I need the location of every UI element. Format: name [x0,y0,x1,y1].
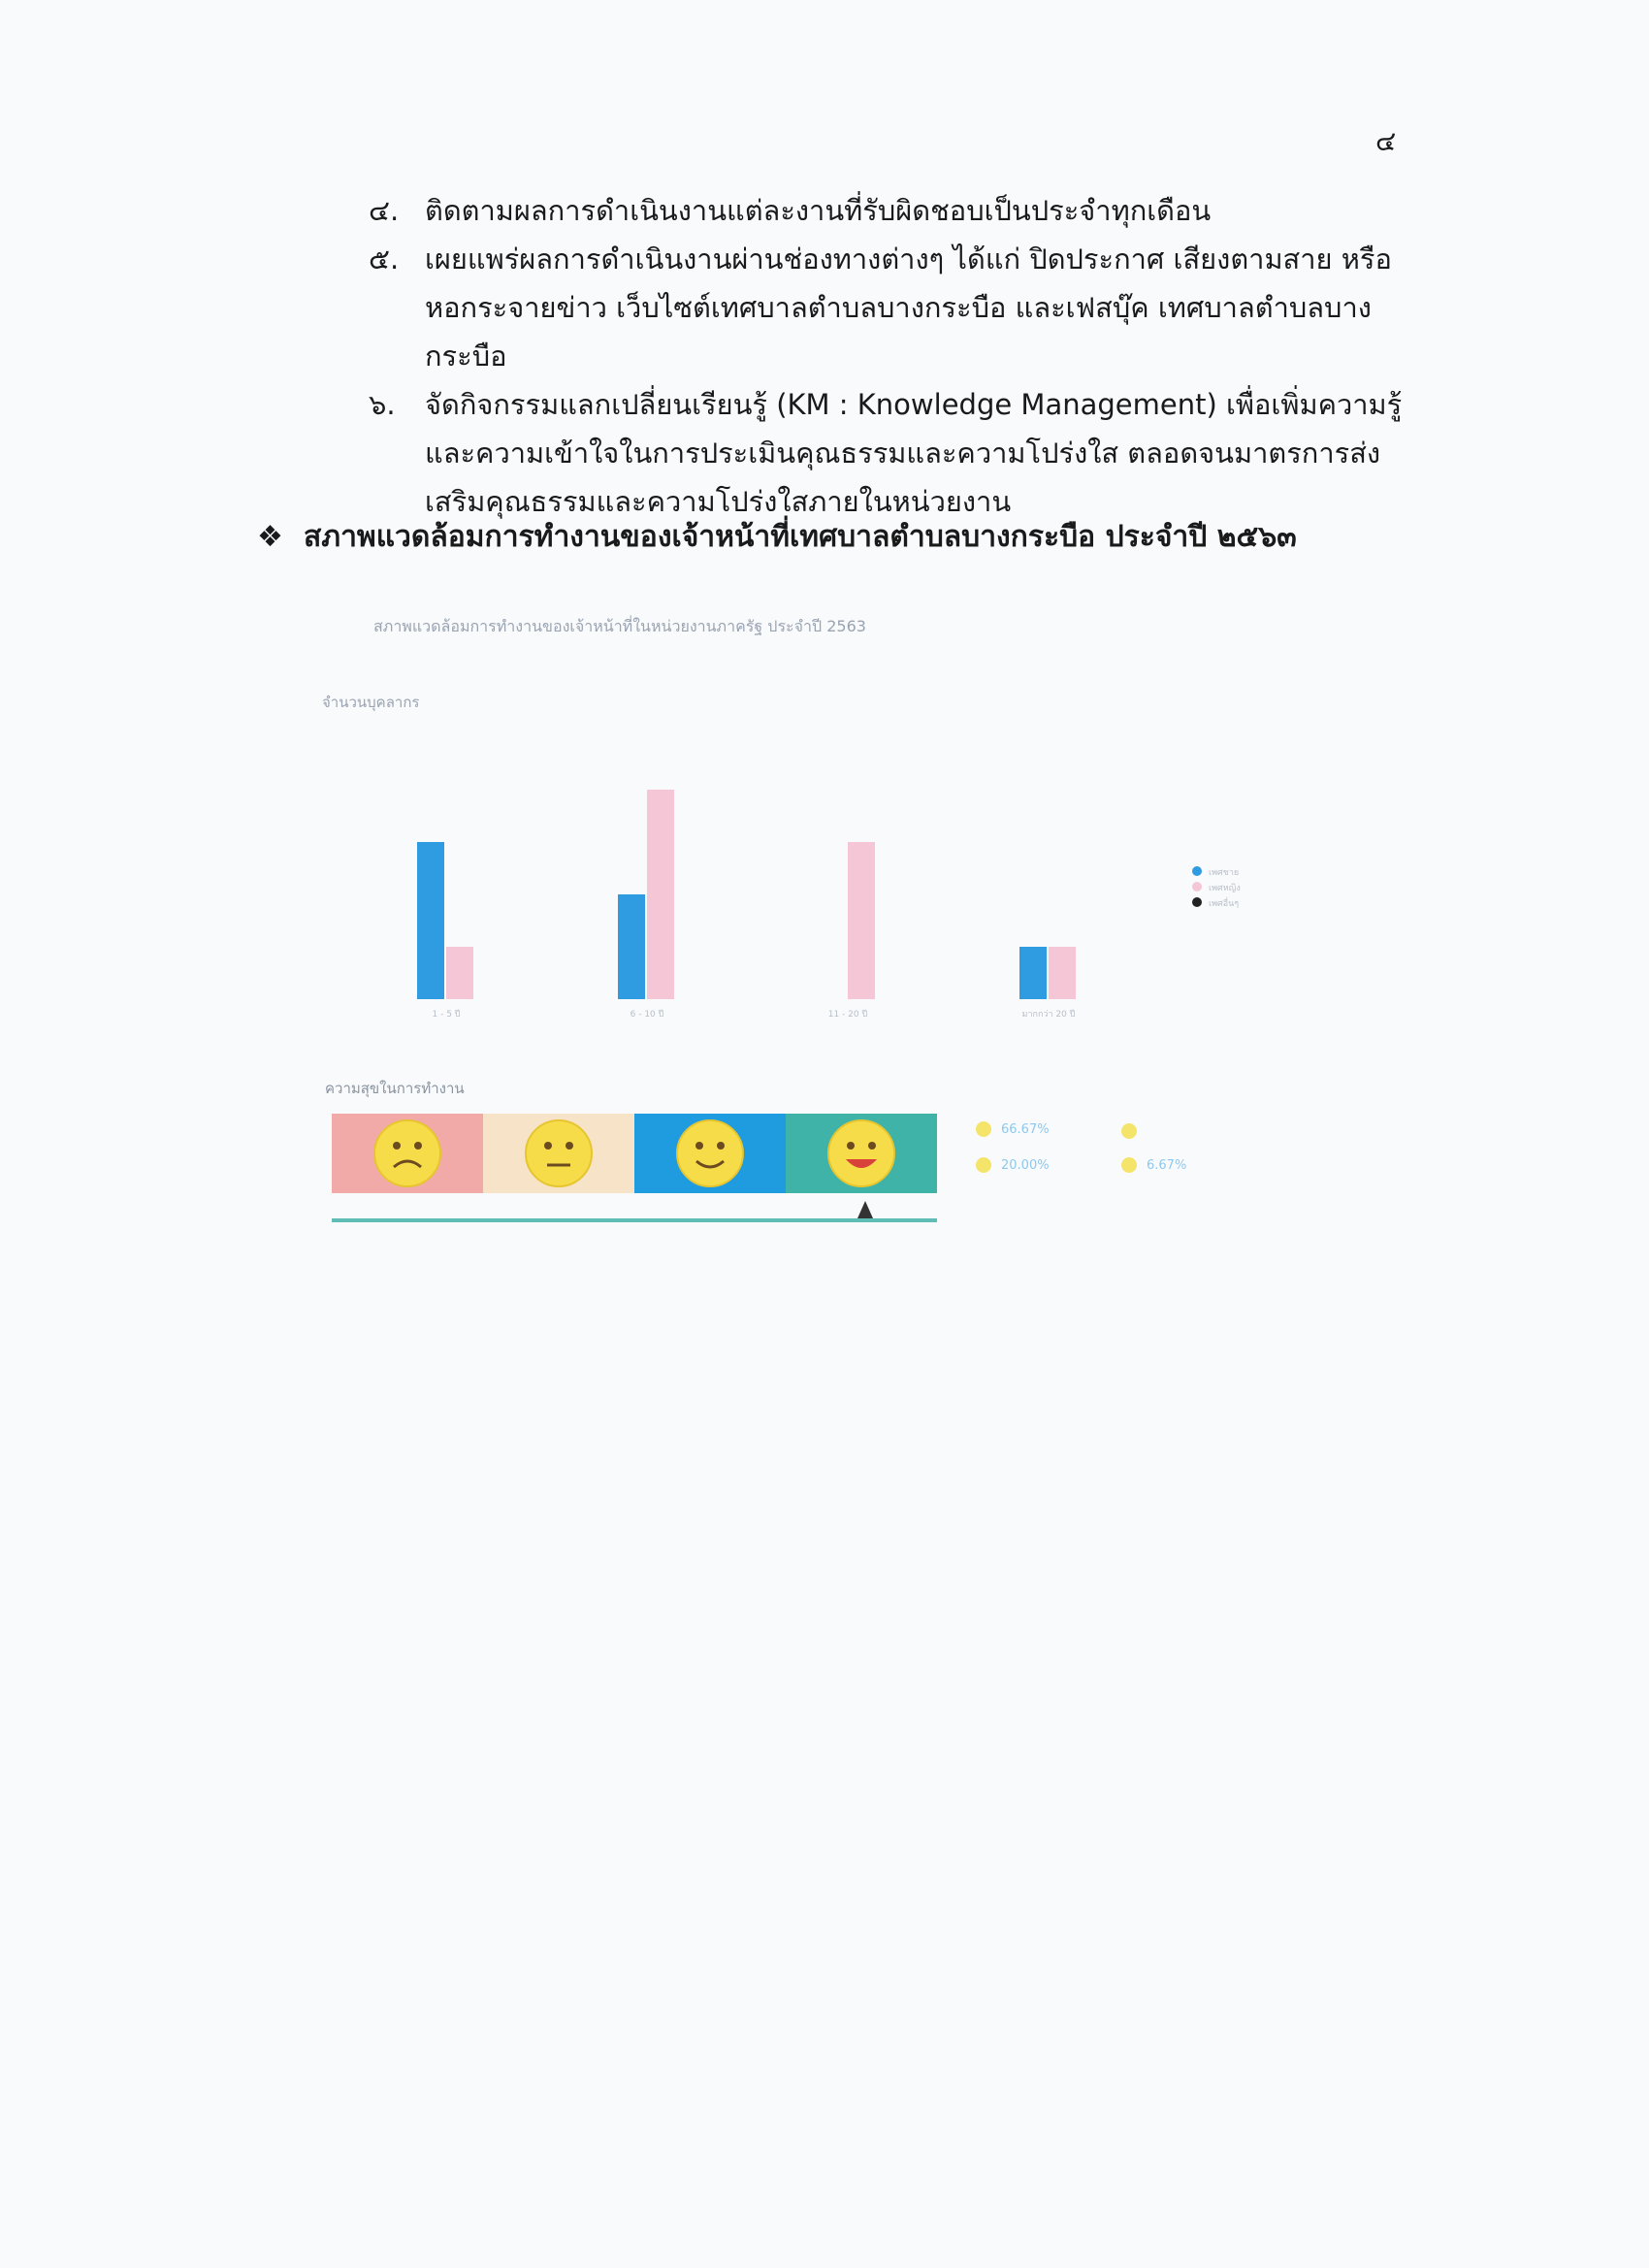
x-tick-label: 6 - 10 ปี [630,1010,664,1020]
happiness-segment [483,1114,634,1193]
x-tick-label: มากกว่า 20 ปี [1021,1010,1076,1020]
happiness-percent-value: 20.00% [1001,1157,1050,1173]
list-item-text: ติดตามผลการดำเนินงานแต่ละงานที่รับผิดชอบเป็นประจำทุกเดือน [425,194,1212,227]
happiness-title: ความสุขในการทำงาน [325,1080,465,1097]
page-number: ๔ [1375,125,1397,157]
x-tick-label: 1 - 5 ปี [432,1010,461,1020]
happiness-segment [786,1114,937,1193]
smiley-icon [976,1121,991,1137]
list-item-number: ๖. [369,388,396,421]
happiness-percent-item [976,1121,1050,1137]
chart-y-axis-label: จำนวนบุคลากร [322,694,420,711]
legend-marker [1192,882,1202,891]
action-list [369,186,1416,526]
smiley-icon [1121,1157,1137,1173]
list-item-text: เผยแพร่ผลการดำเนินงานผ่านช่องทางต่างๆ ได้แก่ ปิดประกาศ เสียงตามสาย หรือหอกระจายข่าว เว็บไซต์เทศบาลตำบลบางกระบือ และเฟสบุ๊ค เทศบาลตำบลบางกระบือ [425,243,1392,373]
happiness-percent-item [1121,1123,1147,1139]
bar [1049,947,1076,999]
x-tick-label: 11 - 20 ปี [827,1010,868,1020]
section-heading-text: สภาพแวดล้อมการทำงานของเจ้าหน้าที่เทศบาลตำบลบางกระบือ ประจำปี ๒๕๖๓ [304,520,1297,554]
happiness-pointer-icon [857,1201,873,1218]
bar [848,842,875,999]
happiness-baseline [332,1218,937,1222]
neutral-face-icon [522,1117,596,1190]
bar [446,947,473,999]
list-item [369,380,1416,526]
happiness-percent-value: 66.67% [1001,1121,1050,1137]
bar [647,790,674,999]
list-item-number: ๕. [369,243,400,275]
legend-marker [1192,897,1202,907]
legend-label: เพศอื่นๆ [1209,899,1240,909]
sad-face-icon [371,1117,444,1190]
bar [618,894,645,999]
legend-label: เพศชาย [1209,868,1240,878]
legend-marker [1192,866,1202,876]
section-heading [257,514,1297,560]
chart-title: สภาพแวดล้อมการทำงานของเจ้าหน้าที่ในหน่วยงานภาครัฐ ประจำปี 2563 [373,617,866,635]
happiness-percent-value: 6.67% [1147,1157,1187,1173]
happiness-segment [634,1114,786,1193]
diamond-bullet-icon: ❖ [257,520,283,554]
happy-face-icon [824,1117,898,1190]
smile-face-icon [673,1117,747,1190]
list-item-text: จัดกิจกรรมแลกเปลี่ยนเรียนรู้ (KM : Knowledge Management) เพื่อเพิ่มความรู้และความเข้าใจในการประเมินคุณธรรมและความโปร่งใส ตลอดจนมาตรการส่งเสริมคุณธรรมและความโปร่งใสภายในหน่วยงาน [425,388,1403,518]
list-item [369,235,1416,380]
happiness-percent-item [976,1157,1050,1173]
happiness-segment [332,1114,483,1193]
happiness-scale [332,1114,937,1193]
bar [1019,947,1047,999]
list-item-number: ๔. [369,194,400,227]
happiness-percent-item [1121,1157,1186,1173]
bar-chart [310,718,1261,1048]
smiley-icon [1121,1123,1137,1139]
legend-label: เพศหญิง [1209,884,1241,893]
bar [417,842,444,999]
list-item [369,186,1416,235]
smiley-icon [976,1157,991,1173]
